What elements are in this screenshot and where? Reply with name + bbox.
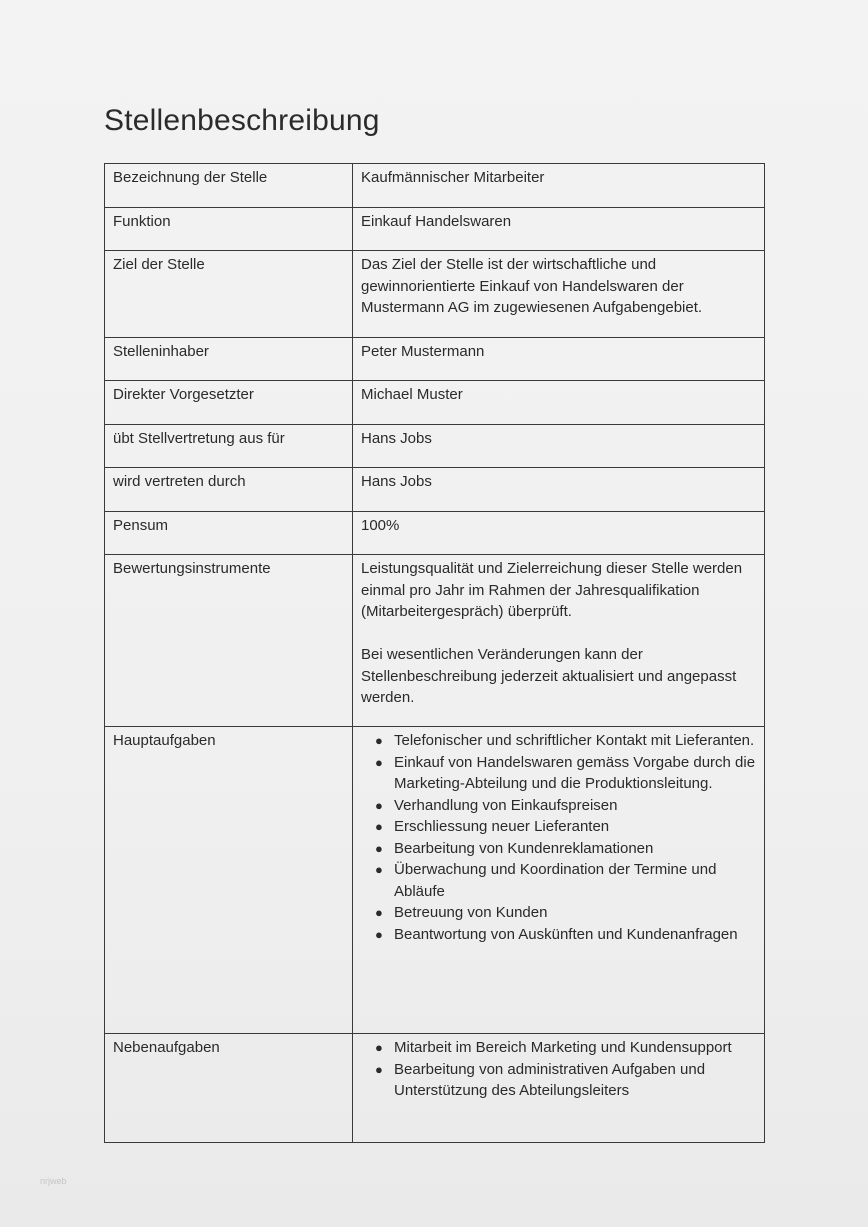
job-description-table [104, 163, 765, 1143]
table-row [105, 512, 765, 555]
table-row [105, 1034, 765, 1143]
value-text: Hans Jobs [361, 473, 432, 490]
row-label: Direkter Vorgesetzter [105, 381, 353, 425]
watermark: nrjweb [40, 1176, 67, 1186]
row-value [353, 164, 765, 208]
bullet-icon: ● [375, 733, 383, 748]
list-item-text: Betreuung von Kunden [394, 904, 548, 921]
table-row [105, 208, 765, 251]
row-label: Funktion [105, 208, 353, 251]
bullet-icon: ● [375, 840, 383, 856]
list-item-text: Beantwortung von Auskünften und Kundenanfragen [394, 925, 738, 943]
bullet-icon: ● [375, 754, 383, 770]
list-item [375, 752, 756, 795]
list-item-text: Verhandlung von Einkaufspreisen [394, 796, 618, 814]
table-row [105, 164, 765, 208]
bullet-icon: ● [375, 905, 383, 920]
row-label: Ziel der Stelle [105, 251, 353, 338]
value-text: Hans Jobs [361, 430, 432, 447]
list-item-text: Telefonischer und schriftlicher Kontakt mit Lieferanten. [394, 732, 755, 749]
row-value [353, 251, 765, 338]
list-item-text: Einkauf von Handelswaren gemäss Vorgabe durch die Marketing-Abteilung und die Produktionsleitung. [394, 753, 756, 792]
row-label: Hauptaufgaben [105, 727, 353, 1034]
bullet-icon: ● [375, 926, 383, 942]
list-item [375, 795, 756, 817]
row-label: Pensum [105, 512, 353, 555]
list-item-text: Bearbeitung von Kundenreklamationen [394, 839, 654, 857]
bullet-icon: ● [375, 862, 383, 877]
table-row [105, 555, 765, 727]
list-item [375, 902, 756, 924]
list-item-text: Mitarbeit im Bereich Marketing und Kundensupport [394, 1039, 732, 1056]
table-row [105, 251, 765, 338]
value-text: Leistungsqualität und Zielerreichung dieser Stelle werden einmal pro Jahr im Rahmen der Jahresqualifikation (Mitarbeitergespräch) überprüft. [361, 560, 743, 620]
row-value [353, 468, 765, 512]
bullet-icon: ● [375, 1061, 383, 1077]
side-tasks-list [361, 1037, 756, 1102]
list-item-text: Erschliessung neuer Lieferanten [394, 818, 610, 835]
row-value [353, 512, 765, 555]
list-item [375, 1037, 756, 1059]
row-value [353, 208, 765, 251]
value-text: Peter Mustermann [361, 343, 485, 360]
row-label: wird vertreten durch [105, 468, 353, 512]
main-tasks-cell [353, 727, 765, 1034]
bullet-icon: ● [375, 819, 383, 834]
side-tasks-cell [353, 1034, 765, 1143]
list-item [375, 1059, 756, 1102]
row-value [353, 338, 765, 381]
bullet-icon: ● [375, 1040, 383, 1055]
row-label: übt Stellvertretung aus für [105, 425, 353, 468]
row-value [353, 555, 765, 727]
row-label: Bezeichnung der Stelle [105, 164, 353, 208]
list-item [375, 859, 756, 902]
row-label: Bewertungsinstrumente [105, 555, 353, 727]
value-text: Bei wesentlichen Veränderungen kann der Stellenbeschreibung jederzeit aktualisiert und angepasst werden. [361, 646, 737, 706]
row-label: Nebenaufgaben [105, 1034, 353, 1143]
value-text: Einkauf Handelswaren [361, 213, 512, 230]
table-row [105, 381, 765, 425]
value-text: Michael Muster [361, 386, 463, 403]
table-row [105, 468, 765, 512]
value-text: Das Ziel der Stelle ist der wirtschaftliche und gewinnorientierte Einkauf von Handelswaren der Mustermann AG im zugewiesenen Aufgabengebiet. [361, 256, 703, 316]
table-row [105, 338, 765, 381]
list-item [375, 816, 756, 838]
row-value [353, 381, 765, 425]
list-item-text: Bearbeitung von administrativen Aufgaben und Unterstützung des Abteilungsleiters [394, 1060, 706, 1099]
row-value [353, 425, 765, 468]
value-text: Kaufmännischer Mitarbeiter [361, 169, 545, 186]
list-item [375, 924, 756, 946]
page-title: Stellenbeschreibung [104, 104, 380, 137]
bullet-icon: ● [375, 797, 383, 813]
list-item [375, 730, 756, 752]
table-row [105, 425, 765, 468]
table-row [105, 727, 765, 1034]
row-label: Stelleninhaber [105, 338, 353, 381]
value-text: 100% [361, 517, 400, 534]
list-item [375, 838, 756, 860]
list-item-text: Überwachung und Koordination der Termine und Abläufe [394, 861, 717, 900]
main-tasks-list [361, 730, 756, 945]
